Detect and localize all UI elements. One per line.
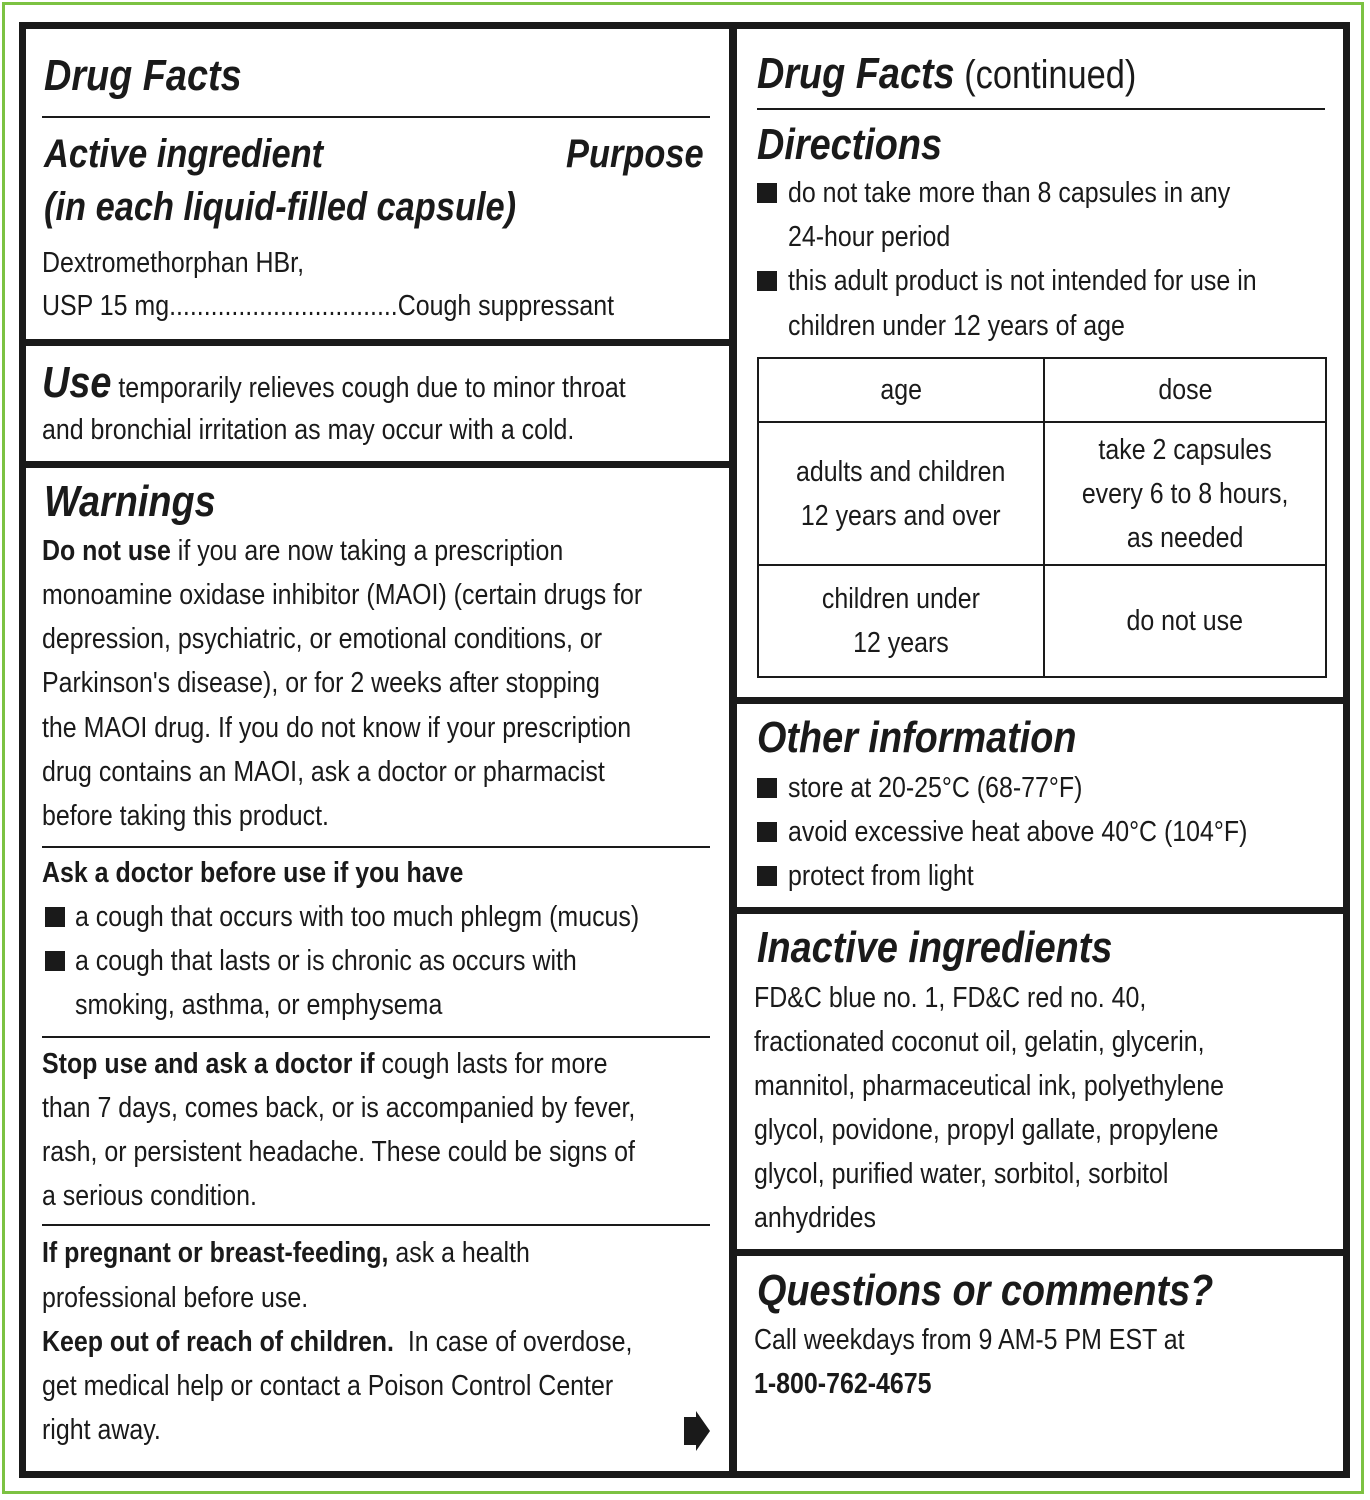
other-info-item1: store at 20-25°C (68-77°F) xyxy=(788,772,1083,804)
do-not-use-line3: depression, psychiatric, or emotional conditions, or xyxy=(42,623,603,655)
pregnant-line1 xyxy=(42,1231,530,1275)
rule-pregnant xyxy=(42,1224,710,1226)
inactive-line4: glycol, povidone, propyl gallate, propylene xyxy=(754,1114,1219,1146)
table-cell-dose: do not use xyxy=(1044,565,1326,677)
left-title: Drug Facts xyxy=(44,51,242,100)
directions-item1-line1: do not take more than 8 capsules in any xyxy=(788,177,1231,209)
active-ingredient-heading: Active ingredient xyxy=(44,132,324,176)
questions-heading: Questions or comments? xyxy=(757,1266,1214,1315)
table-header-dose: dose xyxy=(1044,358,1326,422)
directions-item2-line1: this adult product is not intended for use in xyxy=(788,265,1257,297)
stop-use-text1: cough lasts for more xyxy=(381,1048,608,1080)
keep-out-label: Keep out of reach of children. xyxy=(42,1326,394,1358)
dosage-table xyxy=(757,357,1327,678)
pregnant-text1: ask a health xyxy=(395,1237,530,1269)
do-not-use-line4: Parkinson's disease), or for 2 weeks after stopping xyxy=(42,667,600,699)
purpose-heading: Purpose xyxy=(566,132,704,176)
right-title-suffix: (continued) xyxy=(964,53,1137,97)
table-row xyxy=(758,565,1326,677)
inactive-line5: glycol, purified water, sorbitol, sorbitol xyxy=(754,1158,1169,1190)
directions-heading: Directions xyxy=(757,120,943,169)
ask-doctor-item2-line1: a cough that lasts or is chronic as occurs with xyxy=(75,945,577,977)
use-text1: temporarily relieves cough due to minor throat xyxy=(118,372,626,404)
pregnant-line2: professional before use. xyxy=(42,1282,309,1314)
do-not-use-line1 xyxy=(42,529,563,573)
keep-out-line1 xyxy=(42,1320,632,1364)
other-info-heading: Other information xyxy=(757,713,1077,762)
do-not-use-line5: the MAOI drug. If you do not know if your prescription xyxy=(42,712,632,744)
dosage-table-header xyxy=(758,358,1326,422)
inactive-line3: mannitol, pharmaceutical ink, polyethylene xyxy=(754,1070,1224,1102)
other-info-item3: protect from light xyxy=(788,860,974,892)
questions-line1: Call weekdays from 9 AM-5 PM EST at xyxy=(754,1324,1185,1356)
table-cell-dose: take 2 capsules every 6 to 8 hours, as needed xyxy=(1044,422,1326,565)
rule-stop-use xyxy=(42,1036,710,1038)
square-bullet-icon xyxy=(757,183,777,203)
divider-directions-other xyxy=(737,697,1350,704)
divider-use-warnings xyxy=(19,461,730,468)
table-header-age: age xyxy=(758,358,1044,422)
table-row xyxy=(758,422,1326,565)
square-bullet-icon xyxy=(757,822,777,842)
right-title-line xyxy=(757,48,1136,101)
use-line1 xyxy=(42,357,626,410)
pregnant-label: If pregnant or breast-feeding, xyxy=(42,1237,389,1269)
stop-use-label: Stop use and ask a doctor if xyxy=(42,1048,375,1080)
square-bullet-icon xyxy=(45,951,65,971)
inactive-line6: anhydrides xyxy=(754,1202,877,1234)
questions-phone: 1-800-762-4675 xyxy=(754,1368,932,1400)
inactive-heading: Inactive ingredients xyxy=(757,923,1113,972)
directions-item2-line2: children under 12 years of age xyxy=(788,310,1125,342)
divider-inactive-questions xyxy=(737,1249,1350,1256)
ask-doctor-item1: a cough that occurs with too much phlegm (mucus) xyxy=(75,901,640,933)
ingredient-name: Dextromethorphan HBr, xyxy=(42,247,305,279)
do-not-use-text1: if you are now taking a prescription xyxy=(177,535,564,567)
square-bullet-icon xyxy=(757,778,777,798)
table-cell-age: adults and children 12 years and over xyxy=(758,422,1044,565)
stop-use-line2: than 7 days, comes back, or is accompanied by fever, xyxy=(42,1092,636,1124)
warnings-heading: Warnings xyxy=(44,477,216,526)
rule-ask-doctor xyxy=(42,846,710,848)
ask-doctor-heading: Ask a doctor before use if you have xyxy=(42,857,464,889)
ingredient-dose-purpose: USP 15 mg.................................Cough suppressant xyxy=(42,290,615,322)
do-not-use-line2: monoamine oxidase inhibitor (MAOI) (certain drugs for xyxy=(42,579,643,611)
other-info-item2: avoid excessive heat above 40°C (104°F) xyxy=(788,816,1248,848)
divider-other-inactive xyxy=(737,907,1350,914)
stop-use-line3: rash, or persistent headache. These could be signs of xyxy=(42,1136,635,1168)
right-arrow-icon xyxy=(684,1411,710,1451)
keep-out-line3: right away. xyxy=(42,1414,161,1446)
do-not-use-label: Do not use xyxy=(42,535,171,567)
inactive-line2: fractionated coconut oil, gelatin, glycerin, xyxy=(754,1026,1205,1058)
column-divider xyxy=(729,22,737,1478)
use-heading: Use xyxy=(42,358,112,407)
square-bullet-icon xyxy=(757,271,777,291)
stop-use-line4: a serious condition. xyxy=(42,1180,257,1212)
right-title-rule xyxy=(757,108,1325,110)
table-cell-age: children under 12 years xyxy=(758,565,1044,677)
stop-use-line1 xyxy=(42,1042,607,1086)
ask-doctor-item2-line2: smoking, asthma, or emphysema xyxy=(75,989,443,1021)
directions-item1-line2: 24-hour period xyxy=(788,221,951,253)
keep-out-text1: In case of overdose, xyxy=(407,1326,633,1358)
title-rule xyxy=(42,116,710,118)
use-line2: and bronchial irritation as may occur with a cold. xyxy=(42,414,575,446)
do-not-use-line6: drug contains an MAOI, ask a doctor or pharmacist xyxy=(42,756,605,788)
square-bullet-icon xyxy=(757,866,777,886)
inactive-line1: FD&C blue no. 1, FD&C red no. 40, xyxy=(754,982,1147,1014)
do-not-use-line7: before taking this product. xyxy=(42,800,329,832)
keep-out-line2: get medical help or contact a Poison Control Center xyxy=(42,1370,614,1402)
divider-active-use xyxy=(19,339,730,346)
right-title: Drug Facts xyxy=(757,49,955,98)
active-ingredient-subheading: (in each liquid-filled capsule) xyxy=(44,185,517,229)
square-bullet-icon xyxy=(45,907,65,927)
